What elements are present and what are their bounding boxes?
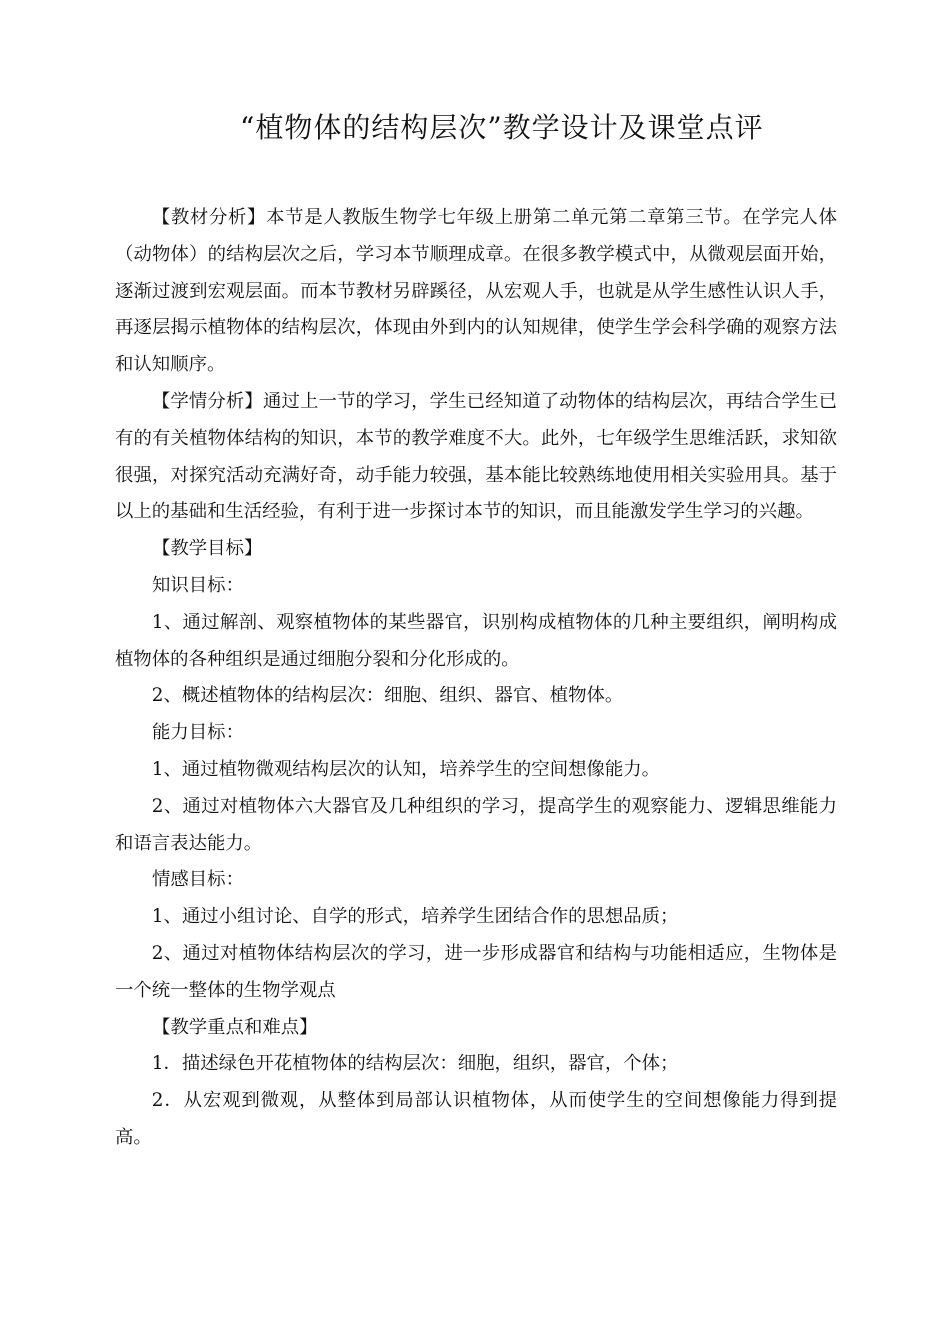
knowledge-objectives-label: 知识目标： — [152, 574, 244, 596]
textbook-analysis-paragraph — [115, 200, 837, 384]
key-point-item: 1．描述绿色开花植物体的结构层次：细胞，组织，器官，个体； — [151, 1053, 679, 1075]
knowledge-objective-item: 1、通过解剖、观察植物体的某些器官，识别构成植物体的几种主要组织，阐明构成植物体的各种组织是通过细胞分裂和分化形成的。 — [115, 611, 837, 670]
key-point-item: 2．从宏观到微观，从整体到局部认识植物体，从而使学生的空间想像能力得到提高。 — [115, 1090, 837, 1148]
emotion-objective-item: 2、通过对植物体结构层次的学习，进一步形成器官和结构与功能相适应，生物体是一个统一整体的生物学观点 — [115, 942, 837, 1001]
objectives-heading: 【教学目标】 — [152, 538, 263, 560]
document-body — [115, 200, 837, 1157]
textbook-analysis-text: 本节是人教版生物学七年级上册第二单元第二章第三节。在学完人体（动物体）的结构层次之后，学习本节顺理成章。在很多教学模式中，从微观层面开始，逐渐过渡到宏观层面。而本节教材另辟蹊径，从宏观人手，也就是从学生感性认识人手，再逐层揭示植物体的结构层次，体现由外到内的认知规律，使学生学会科学确的观察方法和认知顺序。 — [115, 207, 837, 376]
ability-objective-item: 1、通过植物微观结构层次的认知，培养学生的空间想像能力。 — [151, 758, 661, 780]
emotion-objective-item: 1、通过小组讨论、自学的形式，培养学生团结合作的思想品质； — [151, 906, 679, 928]
ability-objective-item: 2、通过对植物体六大器官及几种组织的学习，提高学生的观察能力、逻辑思维能力和语言表达能力。 — [115, 795, 837, 854]
student-analysis-paragraph — [115, 384, 837, 531]
textbook-analysis-label: 【教材分析】 — [151, 207, 267, 228]
knowledge-objective-item: 2、概述植物体的结构层次：细胞、组织、器官、植物体。 — [151, 685, 624, 707]
student-analysis-label: 【学情分析】 — [151, 390, 263, 412]
key-points-heading: 【教学重点和难点】 — [152, 1016, 318, 1038]
ability-objectives-label: 能力目标： — [152, 722, 244, 744]
emotion-objectives-label: 情感目标： — [152, 869, 244, 891]
student-analysis-text: 通过上一节的学习，学生已经知道了动物体的结构层次，再结合学生已有的有关植物体结构的知识，本节的教学难度不大。此外，七年级学生思维活跃，求知欲很强，对探究活动充满好奇，动手能力较强，基本能比较熟练地使用相关实验用具。基于以上的基础和生活经验，有利于进一步探讨本节的知识，而且能激发学生学习的兴趣。 — [115, 390, 837, 523]
document-title: “植物体的结构层次”教学设计及课堂点评 — [240, 111, 764, 144]
